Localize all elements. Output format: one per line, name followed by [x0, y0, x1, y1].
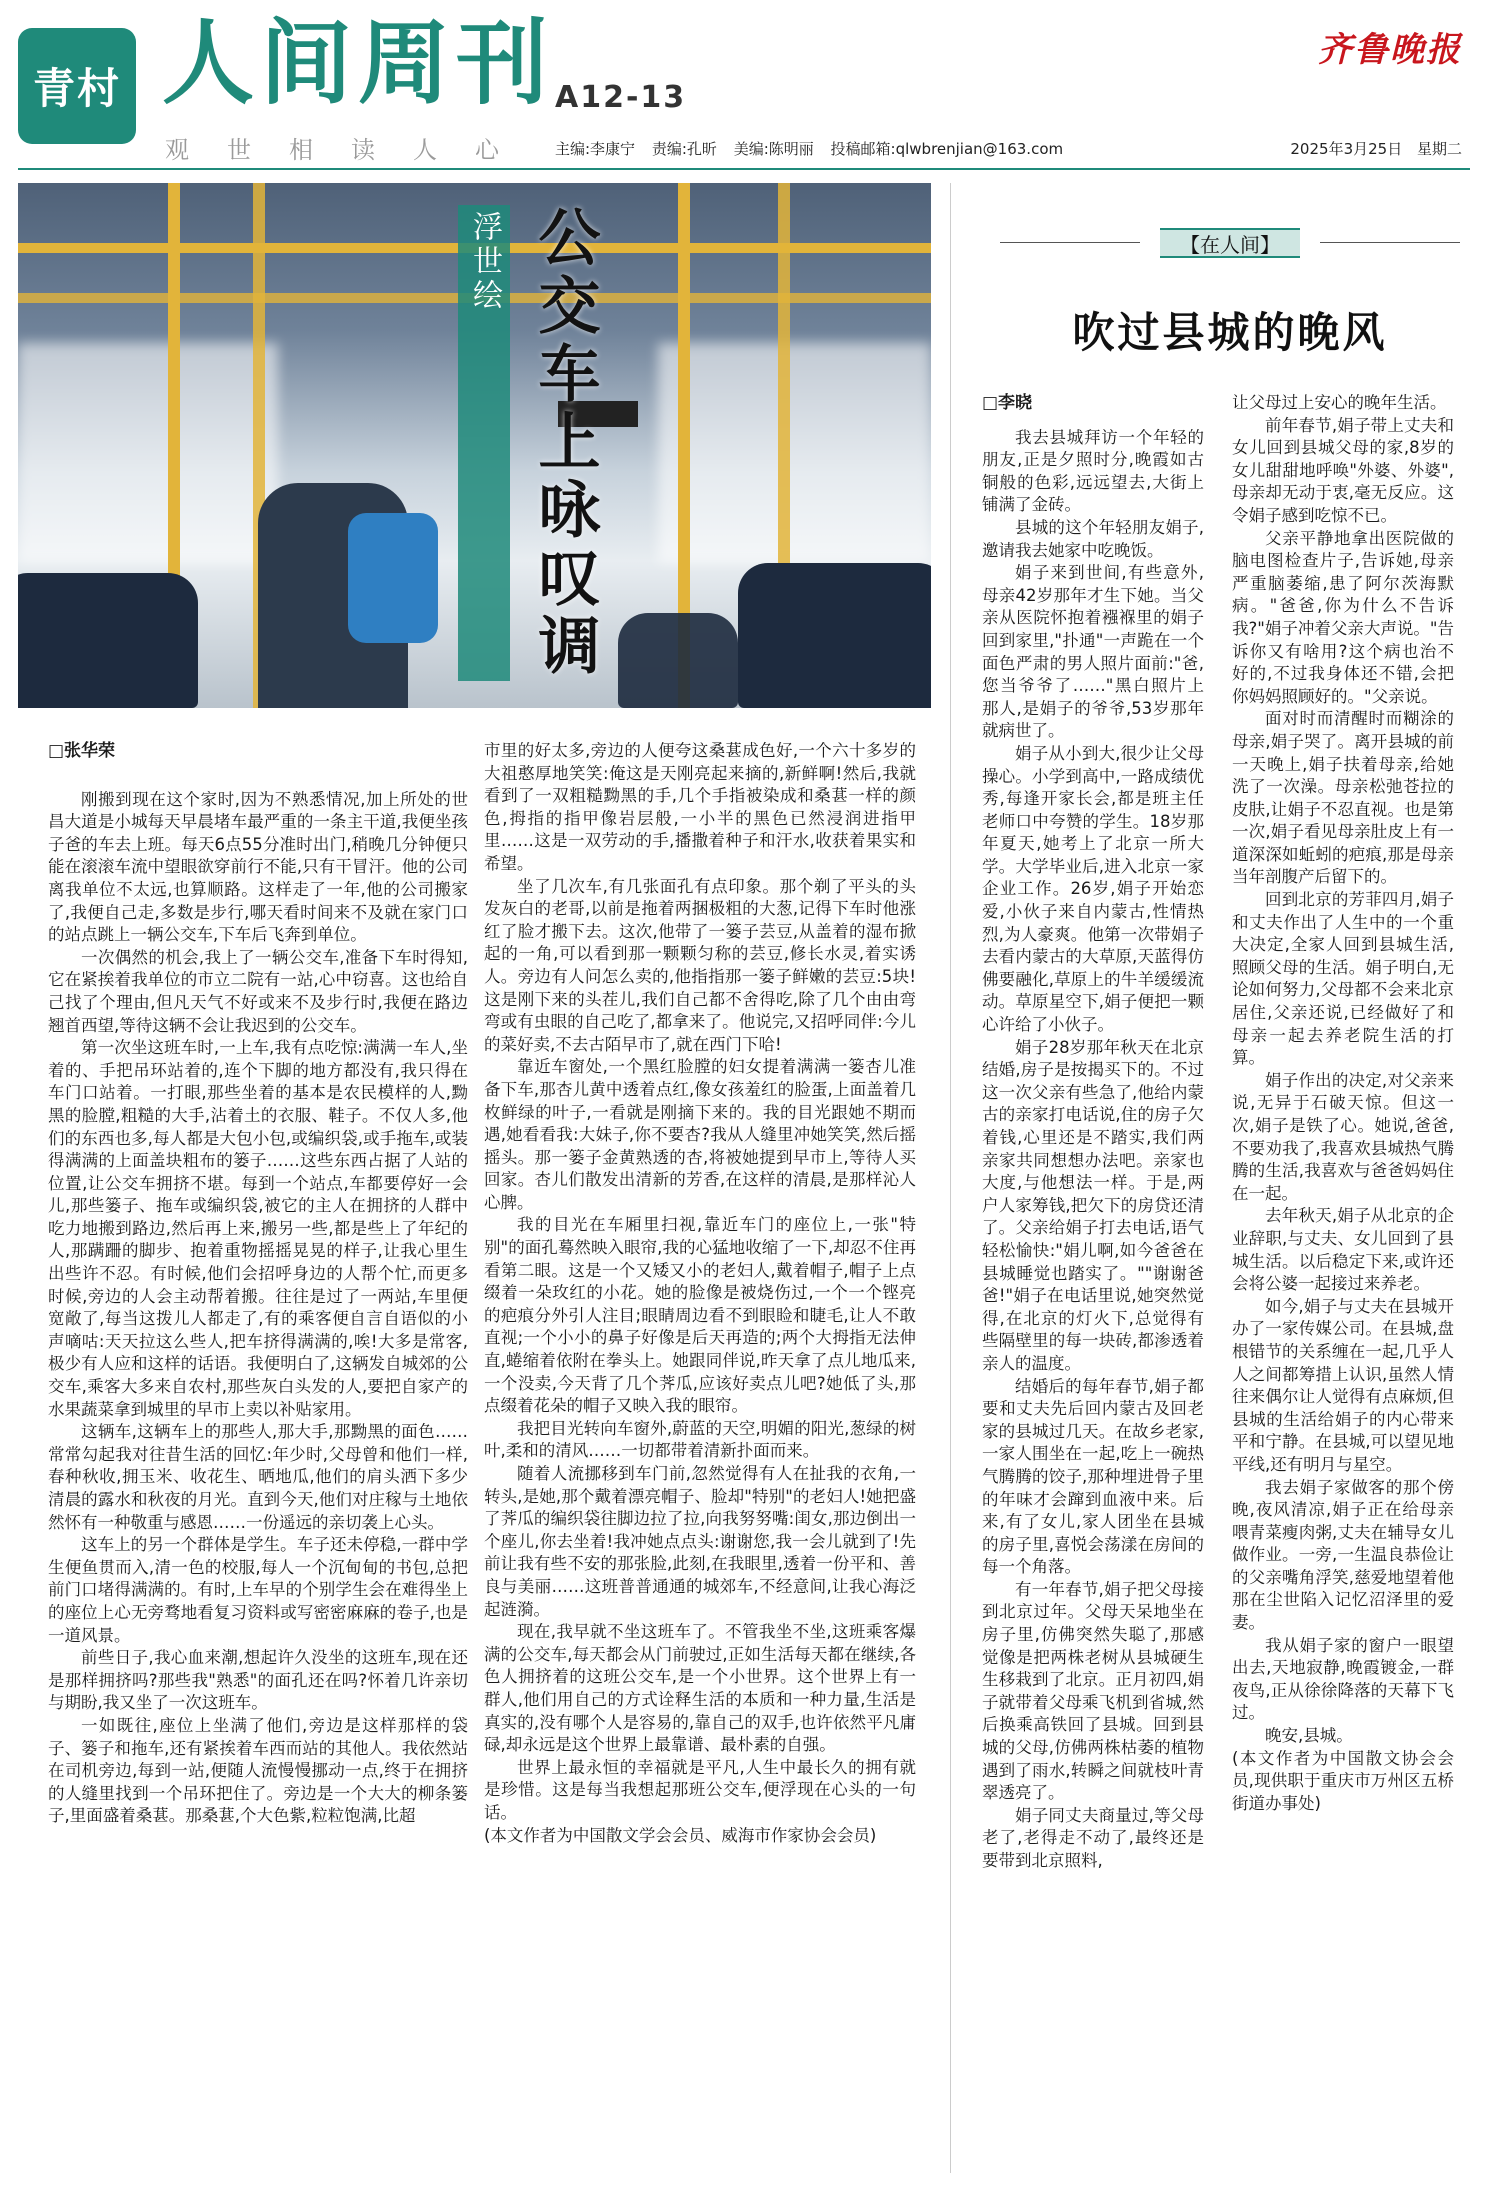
issue-date	[1280, 138, 1462, 159]
paragraph: 一次偶然的机会,我上了一辆公交车,准备下车时得知,它在紧挨着我单位的市立二院有一站,心中窃喜。这也给自己找了个理由,但凡天气不好或来不及步行时,我便在路边翘首西望,等待这辆不会让我迟到的公交车。	[48, 947, 468, 1035]
right-article-title: 吹过县城的晚风	[1072, 308, 1388, 357]
window-glare-left	[18, 343, 278, 563]
paragraph: 世界上最永恒的幸福就是平凡,人生中最长久的拥有就是珍惜。这是每当我想起那班公交车,便浮现在心头的一句话。	[484, 1757, 916, 1822]
paragraph: 我的目光在车厢里扫视,靠近车门的座位上,一张"特别"的面孔蓦然映入眼帘,我的心猛地收缩了一下,却忍不住再看第二眼。这是一个又矮又小的老妇人,戴着帽子,帽子上点缀着一朵玫红的小花。她的脸像是被烧伤过,一个一个铿亮的疤痕分外引人注目;眼睛周边看不到眼睑和睫毛,让人不敢直视;一个小小的鼻子好像是后天再造的;两个大拇指无法伸直,蜷缩着依附在拳头上。她跟同伴说,昨天拿了点儿地瓜来,一个没卖,今天背了几个荠瓜,应该好卖点儿吧?她低了头,那点缀着花朵的帽子又映入我的眼帘。	[484, 1215, 916, 1416]
paragraph: 市里的好太多,旁边的人便夸这桑葚成色好,一个六十多岁的大祖憨厚地笑笑:俺这是天刚亮起来摘的,新鲜啊!然后,我就看到了一双粗糙黝黑的手,几个手指被染成和桑葚一样的颜色,拇指的指甲像岩层般,一小半的黑色已然浸润进指甲里……这是一双劳动的手,播撒着种子和汗水,收获着果实和希望。	[484, 741, 916, 873]
paragraph: 我从娟子家的窗户一眼望出去,天地寂静,晚霞镀金,一群夜鸟,正从徐徐降落的天幕下飞过。	[1232, 1635, 1454, 1723]
logo-text: 青村	[32, 64, 121, 113]
seat-left	[18, 573, 198, 708]
paragraph: 这辆车,这辆车上的那些人,那大手,那黝黑的面色……常常勾起我对往昔生活的回忆:年少时,父母曾和他们一样,春种秋收,拥玉米、收花生、晒地瓜,他们的肩头洒下多少清晨的露水和秋夜的月光。直到今天,他们对庄稼与土地依然怀有一种敬重与感恩……一份遥远的亲切袭上心头。	[48, 1422, 468, 1532]
paragraph: 随着人流挪移到车门前,忽然觉得有人在扯我的衣角,一转头,是她,那个戴着漂亮帽子、脸却"特别"的老妇人!她把盛了荠瓜的编织袋往脚边拉了拉,向我努努嘴:闺女,那边倒出一个座儿,你去坐着!我冲她点点头:谢谢您,我一会儿就到了!先前让我有些不安的那张脸,此刻,在我眼里,透着一份平和、善良与美丽……这班普普通通的城郊车,不经意间,让我心海泛起涟漪。	[484, 1464, 916, 1619]
seat-right-2	[618, 613, 738, 708]
credit-email: 投稿邮箱:qlwbrenjian@163.com	[830, 140, 1064, 158]
slogan: 观世相读人心	[165, 136, 537, 164]
paragraph: 晚安,县城。	[1265, 1726, 1353, 1746]
window-glare-right	[658, 343, 931, 563]
left-article-col2	[484, 740, 916, 2170]
paragraph: 如今,娟子与丈夫在县城开办了一家传媒公司。在县城,盘根错节的关系缠在一起,几乎人人之间都筹措上认识,虽然人情往来偶尔让人觉得有点麻烦,但县城的生活给娟子的内心带来平和宁静。在县城,可以望见地平线,还有明月与星空。	[1232, 1296, 1454, 1474]
paragraph: 我去娟子家做客的那个傍晚,夜风清凉,娟子正在给母亲喂青菜瘦肉粥,丈夫在辅导女儿做作业。一旁,一生温良恭俭让的父亲嘴角浮笑,慈爱地望着他那在尘世陷入记忆沼泽里的爱妻。	[1232, 1477, 1454, 1633]
left-article-col1	[48, 740, 468, 2170]
blue-backpack	[348, 513, 438, 643]
paragraph: 让父母过上安心的晚年生活。	[1232, 393, 1447, 412]
paragraph: 靠近车窗处,一个黑红脸膛的妇女提着满满一篓杏儿准备下车,那杏儿黄中透着点红,像女孩羞红的脸蛋,上面盖着几枚鲜绿的叶子,一看就是刚摘下来的。我的目光跟她不期而遇,她看看我:大妹子,你不要杏?我从人缝里冲她笑笑,然后摇摇头。那一篓子金黄熟透的杏,将被她提到早市上,等待人买回家。杏儿们散发出清新的芳香,在这样的清晨,是那样沁人心脾。	[484, 1057, 916, 1212]
paragraph: 前年春节,娟子带上丈夫和女儿回到县城父母的家,8岁的女儿甜甜地呼唤"外婆、外婆",母亲却无动于衷,毫无反应。这令娟子感到吃惊不已。	[1232, 415, 1454, 525]
seat-right	[738, 563, 931, 708]
right-article-author-note: (本文作者为中国散文协会会员,现供职于重庆市万州区五桥街道办事处)	[1232, 1748, 1454, 1813]
paragraph: 娟子同丈夫商量过,等父母老了,老得走不动了,最终还是要带到北京照料,	[982, 1805, 1204, 1870]
right-article-col2	[1232, 392, 1454, 2172]
logo	[18, 28, 136, 144]
paragraph: 坐了几次车,有几张面孔有点印象。那个剃了平头的头发灰白的老哥,以前是拖着两捆极粗的大葱,记得下车时他涨红了脸才搬下去。这次,他带了一篓子芸豆,从盖着的湿布掀起的一角,可以看到那一颗颗匀称的芸豆,修长水灵,着实诱人。旁边有人问怎么卖的,他指指那一篓子鲜嫩的芸豆:5块!这是刚下来的头茬儿,我们自己都不舍得吃,除了几个由由弯弯或有虫眼的自己吃了,都拿来了。他说完,又招呼同伴:今儿的菜好卖,不去古陌早市了,就在西门下哈!	[484, 876, 916, 1054]
section-tag: 【在人间】	[1160, 228, 1300, 258]
paragraph: 有一年春节,娟子把父母接到北京过年。父母天呆地坐在房子里,仿佛突然失聪了,那感觉像是把两株老树从县城硬生生移栽到了北京。正月初四,娟子就带着父母乘飞机到省城,然后换乘高铁回了县城。回到县城的父母,仿佛两株枯萎的植物遇到了雨水,转瞬之间就枝叶青翠透亮了。	[982, 1579, 1204, 1803]
paragraph: 娟子来到世间,有些意外,母亲42岁那年才生下她。当父亲从医院怀抱着襁褓里的娟子回到家里,"扑通"一声跪在一个面色严肃的男人照片面前:"爸,您当爷爷了……"黑白照片上那人,是娟子的爷爷,53岁那年就病世了。	[982, 563, 1204, 741]
section-tag-row	[1000, 228, 1460, 258]
paragraph: 我把目光转向车窗外,蔚蓝的天空,明媚的阳光,葱绿的树叶,柔和的清风……一切都带着清新扑面而来。	[484, 1418, 916, 1461]
paragraph: 父亲平静地拿出医院做的脑电图检查片子,告诉她,母亲严重脑萎缩,患了阿尔茨海默病。"爸爸,你为什么不告诉我?"娟子冲着父亲大声说。"告诉你又有啥用?这个病也治不好的,不过我身体还不错,会把你妈妈照顾好的。"父亲说。	[1232, 528, 1454, 706]
right-article-author: □李晓	[982, 393, 1033, 413]
masthead-title: 人间周刊	[162, 10, 555, 117]
paragraph: 前些日子,我心血来潮,想起许久没坐的这班车,现在还是那样拥挤吗?那些我"熟悉"的面孔还在吗?怀着几许亲切与期盼,我又坐了一次这班车。	[48, 1648, 468, 1713]
column-tag: 浮世绘	[458, 205, 510, 681]
tag-line-left	[1000, 242, 1140, 243]
paragraph: 一如既往,座位上坐满了他们,旁边是这样那样的袋子、篓子和拖车,还有紧挨着车西而站的其他人。我依然站在司机旁边,每到一站,便随人流慢慢挪动一点,终于在拥挤的人缝里找到一个吊环把住了。旁边是一个大大的柳条篓子,里面盛着桑葚。那桑葚,个大色紫,粒粒饱满,比超	[48, 1715, 468, 1826]
left-article-author: □张华荣	[48, 741, 116, 761]
paragraph: 面对时而清醒时而糊涂的母亲,娟子哭了。离开县城的前一天晚上,娟子扶着母亲,给她洗了一次澡。母亲松弛苍拉的皮肤,让娟子不忍直视。也是第一次,娟子看见母亲肚皮上有一道深深如蚯蚓的疤痕,那是母亲当年剖腹产后留下的。	[1232, 709, 1454, 887]
page-numbers: A12-13	[555, 80, 687, 115]
paragraph: 这车上的另一个群体是学生。车子还未停稳,一群中学生便鱼贯而入,清一色的校服,每人一个沉甸甸的书包,总把前门口堵得满满的。有时,上车早的个别学生会在难得坐上的座位上心无旁骛地看复习资料或写密密麻麻的卷子,也是一道风景。	[48, 1535, 468, 1645]
paragraph: 现在,我早就不坐这班车了。不管我坐不坐,这班乘客爆满的公交车,每天都会从门前驶过,正如生活每天都在继续,各色人拥挤着的这班公交车,是一个小世界。这个世界上有一群人,他们用自己的方式诠释生活的本质和一种力量,生活是真实的,没有哪个人是容易的,靠自己的双手,也许依然平凡庸碌,却永远是这个世界上最靠谱、最朴素的自强。	[484, 1622, 916, 1755]
paragraph: 回到北京的芳菲四月,娟子和丈夫作出了人生中的一个重大决定,全家人回到县城生活,照顾父母的生活。娟子明白,无论如何努力,父母都不会来北京居住,父亲还说,已经做好了和母亲一起去养老院生活的打算。	[1232, 890, 1454, 1068]
left-article-author-note: (本文作者为中国散文学会会员、威海市作家协会会员)	[484, 1825, 877, 1845]
header-divider	[18, 168, 1470, 170]
newspaper-brand: 齐鲁晚报	[1318, 30, 1462, 70]
paragraph: 娟子作出的决定,对父亲来说,无异于石破天惊。但这一次,娟子是铁了心。她说,爸爸,不要劝我了,我喜欢县城热气腾腾的生活,我喜欢与爸爸妈妈住在一起。	[1232, 1070, 1454, 1203]
bus-interior-photo	[18, 183, 931, 708]
paragraph: 刚搬到现在这个家时,因为不熟悉情况,加上所处的世昌大道是小城每天早晨堵车最严重的一条主干道,我便坐孩子爸的车去上班。每天6点55分准时出门,稍晚几分钟便只能在滚滚车流中望眼欲穿前行不能,只有干冒汗。他的公司离我单位不太远,也算顺路。这样走了一年,他的公司搬家了,我便自己走,多数是步行,哪天看时间来不及就在家门口的站点跳上一辆公交车,下车后飞奔到单位。	[48, 789, 468, 945]
column-divider	[950, 183, 951, 2173]
credit-chief-editor: 主编:李康宁	[555, 140, 636, 158]
left-article-title: 公交车上咏叹调	[528, 205, 601, 681]
credit-designer: 美编:陈明丽	[733, 140, 814, 158]
weekday-text: 星期二	[1416, 140, 1462, 158]
paragraph: 去年秋天,娟子从北京的企业辞职,与丈夫、女儿回到了县城生活。以后稳定下来,或许还会将公婆一起接过来养老。	[1232, 1206, 1454, 1294]
date-text: 2025年3月25日	[1290, 140, 1403, 158]
credit-editor: 责编:孔昕	[651, 140, 717, 158]
left-article-heading	[458, 205, 609, 681]
paragraph: 第一次坐这班车时,一上车,我有点吃惊:满满一车人,坐着的、手把吊环站着的,连个下脚的地方都没有,我只得在车门口站着。一打眼,那些坐着的基本是农民模样的人,黝黑的脸膛,粗糙的大手,沾着土的衣服、鞋子。不仅人多,他们的东西也多,每人都是大包小包,或编织袋,或手拖车,或装得满满的上面盖块粗布的篓子……这些东西占据了人站的位置,让公交车拥挤不堪。每到一个站点,车都要停好一会儿,那些篓子、拖车或编织袋,被它的主人在拥挤的人群中吃力地搬到路边,然后再上来,搬另一些,都是些上了年纪的人,那蹒跚的脚步、抱着重物摇摇晃晃的样子,让我心里生出些许不忍。有时候,他们会招呼身边的人帮个忙,而更多时候,旁边的人会主动帮着搬。往往是过了一两站,车里便宽敞了,每当这拨儿人都走了,有的乘客便自言自语似的小声嘀咕:天天拉这么些人,把车挤得满满的,唉!大多是常客,极少有人应和这样的话语。我便明白了,这辆发自城郊的公交车,乘客大多来自农村,那些灰白头发的人,要把自家产的水果蔬菜拿到城里的早市上卖以补贴家用。	[48, 1038, 468, 1419]
paragraph: 县城的这个年轻朋友娟子,邀请我去她家中吃晚饭。	[982, 517, 1204, 560]
paragraph: 结婚后的每年春节,娟子都要和丈夫先后回内蒙古及回老家的县城过几天。在故乡老家,一家人围坐在一起,吃上一碗热气腾腾的饺子,那种埋进骨子里的年味才会蹿到血液中来。后来,有了女儿,家人团坐在县城的房子里,喜悦会荡漾在房间的每一个角落。	[982, 1376, 1204, 1577]
paragraph: 娟子从小到大,很少让父母操心。小学到高中,一路成绩优秀,每逢开家长会,都是班主任老师口中夸赞的学生。18岁那年夏天,她考上了北京一所大学。大学毕业后,进入北京一家企业工作。26岁,娟子开始恋爱,小伙子来自内蒙古,性情热烈,为人豪爽。他第一次带娟子去看内蒙古的大草原,天蓝得仿佛要融化,草原上的牛羊缓缓流动。草原星空下,娟子便把一颗心许给了小伙子。	[982, 743, 1204, 1035]
tag-line-right	[1320, 242, 1460, 243]
paragraph: 我去县城拜访一个年轻的朋友,正是夕照时分,晚霞如古铜般的色彩,远远望去,大街上铺满了金砖。	[982, 427, 1204, 515]
right-article-col1	[982, 392, 1204, 2172]
paragraph: 娟子28岁那年秋天在北京结婚,房子是按揭买下的。不过这一次父亲有些急了,他给内蒙古的亲家打电话说,住的房子欠着钱,心里还是不踏实,我们两亲家共同想想办法吧。亲家也大度,与他想法一样。于是,两户人家筹钱,把欠下的房贷还清了。父亲给娟子打去电话,语气轻松愉快:"娟儿啊,如今爸爸在县城睡觉也踏实了。""谢谢爸爸!"娟子在电话里说,她突然觉得,在北京的灯火下,总觉得有些隔壁里的每一块砖,都渗透着亲人的温度。	[982, 1037, 1204, 1373]
editor-credits	[555, 138, 1075, 159]
